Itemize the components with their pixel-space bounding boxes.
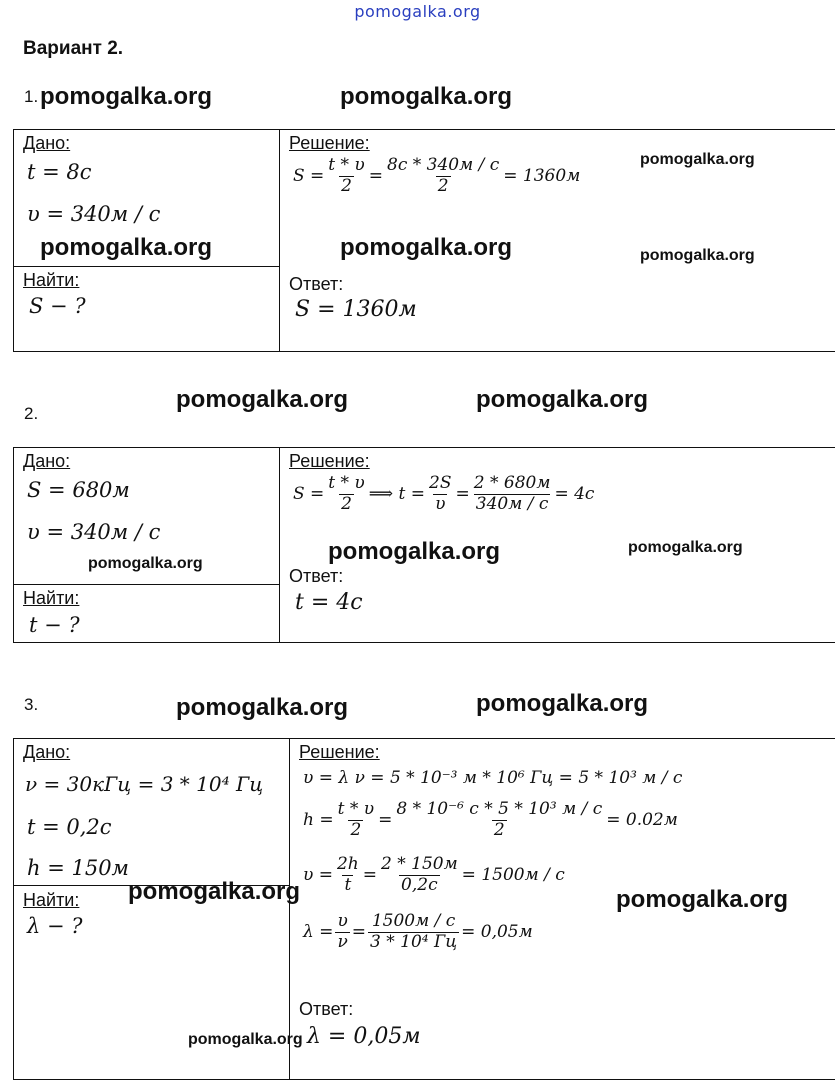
page-title: Вариант 2. [23,38,124,59]
watermark: pomogalka.org [628,539,743,556]
watermark: pomogalka.org [640,247,755,264]
watermark: pomogalka.org [340,234,513,261]
watermark: pomogalka.org [616,886,789,913]
given-value: t = 8c [27,160,92,184]
given-value: υ = 340м / c [27,202,161,226]
answer-label: Ответ: [299,999,354,1019]
formula-result: = 0.02м [606,810,678,831]
problem-2-number: 2. [24,404,39,423]
fraction: $\frac{t * \upsilon}{2}$ [328,155,365,196]
solution-line-1: υ = λ ν = 5 * 10⁻³ м * 10⁶ Гц = 5 * 10³ м / c [303,768,683,788]
header-watermark: pomogalka.org [354,2,481,21]
given-label: Дано: [23,133,71,153]
find-label: Найти: [23,890,80,910]
watermark: pomogalka.org [40,234,213,261]
fraction: $\frac{\text{8 * 10⁻⁶ c * 5 * 10³ м / c}}{2}$ [396,799,603,840]
formula-result: = 1360м [503,166,581,187]
answer-value: λ = 0,05м [307,1024,421,1049]
problem-1-number: 1. [24,87,39,106]
solution-line-2: h = $\frac{t * \upsilon}{2}$ = $\frac{\text{8 * 10⁻⁶ c * 5 * 10³ м / c}}{2}$ = 0.02м [303,799,678,840]
formula-result: = 0,05м [461,922,533,943]
fraction: $\frac{t * \upsilon}{2}$ [337,799,375,840]
formula-result: = 1500м / c [461,865,565,886]
problem-3-number: 3. [24,695,39,714]
solution-label: Решение: [299,742,380,762]
answer-value: S = 1360м [295,297,417,322]
fraction: $\frac{t * \upsilon}{2}$ [328,473,365,514]
watermark: pomogalka.org [476,690,649,717]
formula-lhs: S = [293,166,325,187]
given-value: t = 0,2c [27,815,112,839]
given-value: υ = 340м / c [27,520,161,544]
fraction: $\frac{2S}{\upsilon}$ [429,473,452,514]
given-value: ν = 30кГц = 3 * 10⁴ Гц [25,772,264,796]
fraction: $\frac{2h}{t}$ [336,854,359,895]
find-label: Найти: [23,588,80,608]
watermark: pomogalka.org [340,83,513,110]
fraction: $\frac{1500м / c}{\text{3 * 10⁴ Гц}}$ [370,911,458,952]
fraction: $\frac{\upsilon}{\nu}$ [337,911,348,952]
watermark: pomogalka.org [88,555,203,572]
solution-label: Решение: [289,133,370,153]
solution-formula: S = $\frac{t * \upsilon}{2}$ = $\frac{8c * 340м / c}{2}$ = 1360м [293,155,581,196]
fraction: $\frac{8c * 340м / c}{2}$ [387,155,500,196]
solution-line-4: λ = $\frac{\upsilon}{\nu}$ = $\frac{1500м / c}{\text{3 * 10⁴ Гц}}$ = 0,05м [303,911,533,952]
solution-formula: S = $\frac{t * \upsilon}{2}$ ⟹ t = $\frac{2S}{\upsilon}$ = $\frac{2 * 680м}{340м / c}$ = 4c [293,473,595,514]
given-value: S = 680м [27,478,130,502]
given-label: Дано: [23,451,71,471]
answer-label: Ответ: [289,566,344,586]
find-label: Найти: [23,270,80,290]
watermark: pomogalka.org [40,83,213,110]
given-label: Дано: [23,742,71,762]
answer-value: t = 4c [295,590,363,615]
fraction: $\frac{2 * 680м}{340м / c}$ [473,473,551,514]
find-value: S − ? [29,294,86,318]
watermark: pomogalka.org [128,878,301,905]
find-value: t − ? [29,613,80,637]
watermark: pomogalka.org [476,386,649,413]
answer-label: Ответ: [289,274,344,294]
formula-result: = 4c [554,484,595,505]
watermark: pomogalka.org [640,151,755,168]
fraction: $\frac{2 * 150м}{0,2c}$ [381,854,458,895]
given-value: h = 150м [27,856,129,880]
watermark: pomogalka.org [176,386,349,413]
solution-line-3: υ = $\frac{2h}{t}$ = $\frac{2 * 150м}{0,2c}$ = 1500м / c [303,854,565,895]
watermark: pomogalka.org [188,1031,303,1048]
watermark: pomogalka.org [176,694,349,721]
watermark: pomogalka.org [328,538,501,565]
find-value: λ − ? [27,914,83,938]
solution-label: Решение: [289,451,370,471]
